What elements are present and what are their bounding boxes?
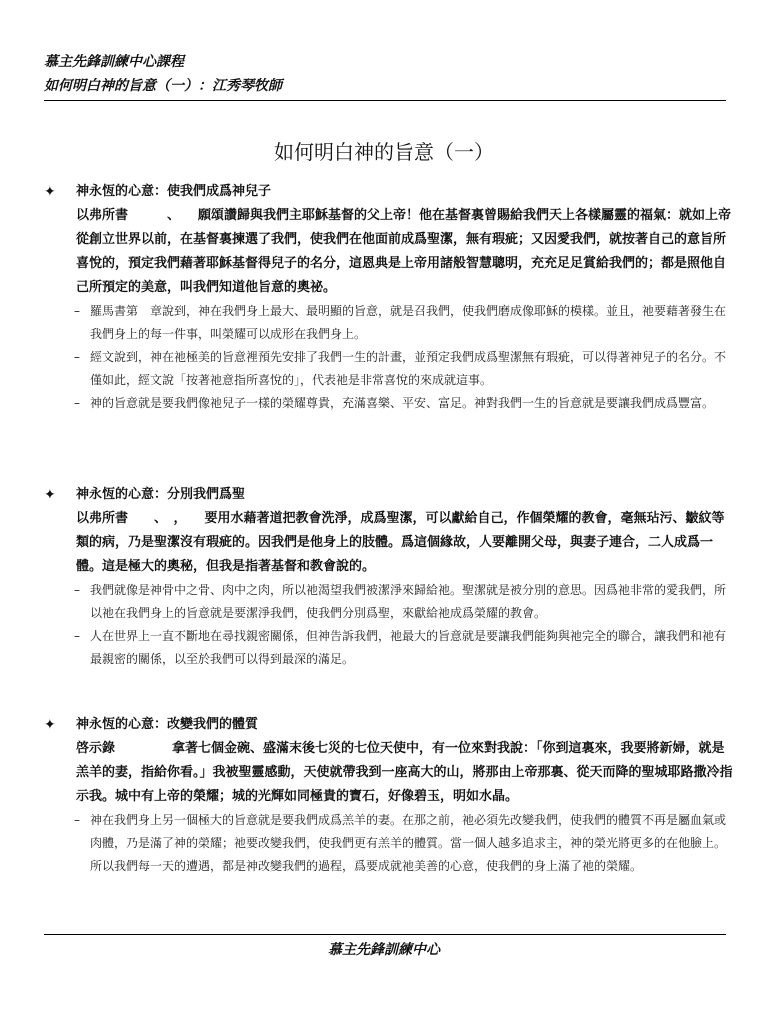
- list-item: [44, 346, 734, 392]
- list-item: [44, 579, 734, 625]
- section-heading: [44, 180, 734, 204]
- scripture-quote: [76, 507, 734, 579]
- course-name: 慕主先鋒訓練中心課程: [44, 54, 184, 70]
- scripture-quote: [76, 204, 734, 300]
- page-title: 如何明白神的旨意（一）: [274, 140, 494, 164]
- list-item-text: 羅馬書第 章說到，神在我們身上最大、最明顯的旨意，就是召我們，使我們磨成像耶穌的模樣。並且，祂要藉著發生在我們身上的每一件事，叫榮耀可以成形在我們身上。: [90, 304, 727, 341]
- page-footer: 慕主先鋒訓練中心: [328, 942, 440, 958]
- dash-icon: –: [74, 813, 80, 827]
- section-heading-text: 神永恆的心意：改變我們的體質: [76, 717, 259, 732]
- section-1: [44, 180, 734, 415]
- list-item: [44, 809, 734, 878]
- dash-icon: –: [74, 629, 80, 643]
- list-item: [44, 300, 734, 346]
- four-point-star-icon: ✦: [44, 487, 56, 503]
- list-item-text: 人在世界上一直不斷地在尋找親密關係，但神告訴我們，祂最大的旨意就是要讓我們能夠與祂完全的聯合，讓我們和祂有最親密的關係，以至於我們可以得到最深的滿足。: [90, 629, 727, 666]
- section-2: [44, 483, 734, 671]
- section-heading: [44, 483, 734, 507]
- list-item: [44, 392, 734, 415]
- scripture-text: 願頌讚歸與我們主耶穌基督的父上帝！他在基督裏曾賜給我們天上各樣屬靈的福氣：就如上帝從創立世界以前，在基督裏揀選了我們，使我們在他面前成爲聖潔，無有瑕疵；又因愛我們，就按著自己的意旨所喜悅的，預定我們藉著耶穌基督得兒子的名分，這恩典是上帝用諸般智慧聰明，充充足足賞給我們的；都是照他自己所預定的美意，叫我們知道他旨意的奧祕。: [76, 208, 732, 295]
- section-heading-text: 神永恆的心意：使我們成爲神兒子: [76, 184, 272, 199]
- dash-icon: –: [74, 304, 80, 318]
- list-item-text: 我們就像是神骨中之骨、肉中之肉，所以祂渴望我們被潔淨來歸給祂。聖潔就是被分別的意思。因爲祂非常的愛我們，所以祂在我們身上的旨意就是要潔淨我們，使我們分別爲聖，來獻給祂成爲榮耀的教會。: [90, 583, 727, 620]
- header-divider: [44, 100, 726, 101]
- scripture-reference: 以弗所書 、 ，: [76, 511, 187, 526]
- list-item-text: 神的旨意就是要我們像祂兒子一樣的榮耀尊貴，充滿喜樂、平安、富足。神對我們一生的旨意就是要讓我們成爲豐富。: [90, 396, 715, 410]
- scripture-reference: 啓示錄: [76, 741, 155, 756]
- section-heading-text: 神永恆的心意：分別我們爲聖: [76, 487, 246, 502]
- section-3: [44, 713, 734, 878]
- document-header: [44, 50, 724, 98]
- section-heading: [44, 713, 734, 737]
- four-point-star-icon: ✦: [44, 717, 56, 733]
- dash-icon: –: [74, 583, 80, 597]
- lesson-subtitle: 如何明白神的旨意（一）：江秀琴牧師: [44, 78, 282, 94]
- list-item: [44, 625, 734, 671]
- scripture-quote: [76, 737, 734, 809]
- list-item-text: 經文說到，神在祂極美的旨意裡預先安排了我們一生的計畫，並預定我們成爲聖潔無有瑕疵，可以得著神兒子的名分。不僅如此，經文說「按著祂意指所喜悅的」，代表祂是非常喜悅的來成就這事。: [90, 350, 727, 387]
- dash-icon: –: [74, 396, 80, 410]
- scripture-text: 拿著七個金碗、盛滿末後七災的七位天使中，有一位來對我說：「你到這裏來，我要將新婦，就是羔羊的妻，指給你看。」我被聖靈感動，天使就帶我到一座高大的山，將那由上帝那裏、從天而降的聖城耶路撒冷指示我。城中有上帝的榮耀；城的光輝如同極貴的寶石，好像碧玉，明如水晶。: [76, 741, 733, 804]
- footer-divider: [44, 934, 726, 935]
- scripture-text: 要用水藉著道把教會洗淨，成爲聖潔，可以獻給自己，作個榮耀的教會，毫無玷污、皺紋等類的病，乃是聖潔沒有瑕疵的。因我們是他身上的肢體。爲這個緣故，人要離開父母，與妻子連合，二人成爲一體。這是極大的奧秘，但我是指著基督和教會說的。: [76, 511, 725, 574]
- list-item-text: 神在我們身上另一個極大的旨意就是要我們成爲羔羊的妻。在那之前，祂必須先改變我們，使我們的體質不再是屬血氣或肉體，乃是滿了神的榮耀；祂要改變我們，使我們更有羔羊的體質。當一個人越多追求主，神的榮光將更多的在他臉上。所以我們每一天的遭遇，都是神改變我們的過程，爲要成就祂美善的心意，使我們的身上滿了祂的榮耀。: [90, 813, 727, 873]
- dash-icon: –: [74, 350, 80, 364]
- scripture-reference: 以弗所書 、: [76, 208, 181, 223]
- four-point-star-icon: ✦: [44, 184, 56, 200]
